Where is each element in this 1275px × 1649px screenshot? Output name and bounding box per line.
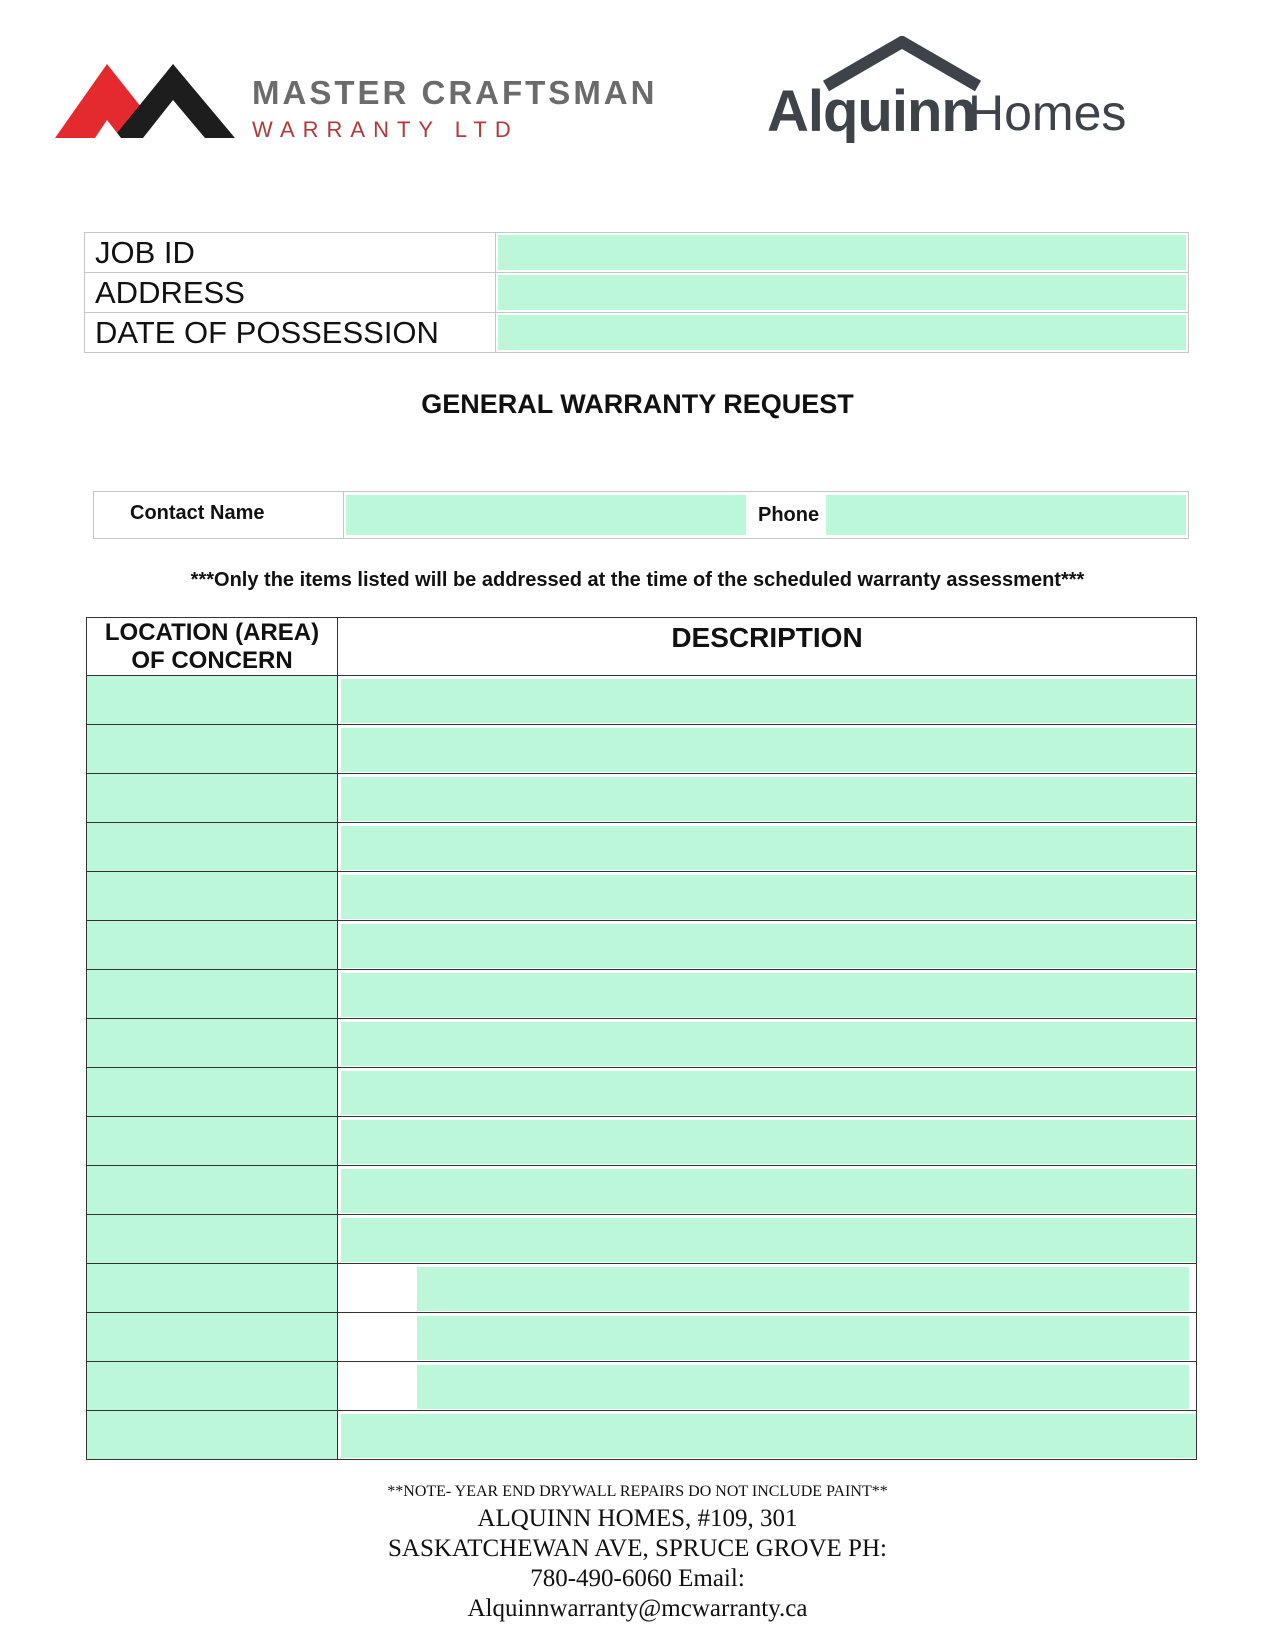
- contact-name-label: Contact Name: [94, 492, 344, 538]
- table-row: [87, 823, 1196, 872]
- phone-label: Phone: [758, 504, 820, 526]
- master-craftsman-logo-icon: [55, 64, 235, 138]
- location-field[interactable]: [87, 1019, 338, 1067]
- description-field[interactable]: [341, 1169, 1196, 1213]
- location-field[interactable]: [87, 1411, 338, 1459]
- master-craftsman-title: MASTER CRAFTSMAN: [252, 74, 658, 111]
- items-table: [86, 617, 1197, 1460]
- location-header: [87, 618, 338, 675]
- description-field[interactable]: [341, 1071, 1196, 1115]
- location-field[interactable]: [87, 823, 338, 871]
- location-header-line2: OF CONCERN: [131, 647, 293, 674]
- description-field[interactable]: [341, 924, 1196, 968]
- alquinn-logo-name: Alquinn: [767, 79, 976, 144]
- job-id-label: JOB ID: [85, 233, 496, 272]
- description-field[interactable]: [341, 973, 1196, 1017]
- job-info-table: [84, 232, 1189, 353]
- table-row: [87, 921, 1196, 970]
- form-title: GENERAL WARRANTY REQUEST: [421, 389, 854, 419]
- location-field[interactable]: [87, 1313, 338, 1361]
- description-field[interactable]: [417, 1365, 1189, 1409]
- address-label: ADDRESS: [85, 273, 496, 312]
- table-row: [87, 1362, 1196, 1411]
- location-field[interactable]: [87, 774, 338, 822]
- description-field[interactable]: [341, 728, 1196, 772]
- location-field[interactable]: [87, 1068, 338, 1116]
- alquinn-logo-homes: Homes: [968, 85, 1127, 141]
- table-row: [87, 725, 1196, 774]
- table-row: [87, 1264, 1196, 1313]
- footer-address-line: 780-490-6060 Email:: [530, 1565, 745, 1592]
- description-field[interactable]: [341, 826, 1196, 870]
- table-row: [87, 1117, 1196, 1166]
- location-field[interactable]: [87, 725, 338, 773]
- possession-date-row: [85, 313, 1188, 352]
- location-field[interactable]: [87, 1264, 338, 1312]
- items-table-header: [87, 618, 1196, 676]
- location-field[interactable]: [87, 872, 338, 920]
- location-field[interactable]: [87, 1166, 338, 1214]
- location-field[interactable]: [87, 970, 338, 1018]
- table-row: [87, 774, 1196, 823]
- contact-name-field[interactable]: [346, 495, 746, 535]
- location-field[interactable]: [87, 921, 338, 969]
- location-header-line1: LOCATION (AREA): [104, 619, 320, 646]
- drywall-note: **NOTE- YEAR END DRYWALL REPAIRS DO NOT INCLUDE PAINT**: [387, 1483, 888, 1500]
- location-field[interactable]: [87, 1362, 338, 1410]
- possession-date-field[interactable]: [498, 315, 1186, 350]
- address-row: [85, 273, 1188, 313]
- table-row: [87, 676, 1196, 725]
- job-id-row: [85, 233, 1188, 273]
- description-field[interactable]: [417, 1316, 1189, 1360]
- possession-date-label: DATE OF POSSESSION: [85, 313, 496, 352]
- table-row: [87, 872, 1196, 921]
- phone-field[interactable]: [826, 495, 1186, 535]
- job-id-field[interactable]: [498, 235, 1186, 270]
- table-row: [87, 1313, 1196, 1362]
- description-field[interactable]: [341, 1414, 1196, 1458]
- table-row: [87, 1215, 1196, 1264]
- location-field[interactable]: [87, 1215, 338, 1263]
- description-field[interactable]: [341, 875, 1196, 919]
- assessment-notice: ***Only the items listed will be addressed at the time of the scheduled warranty assessment***: [190, 569, 1085, 591]
- description-field[interactable]: [341, 777, 1196, 821]
- table-row: [87, 1068, 1196, 1117]
- description-field[interactable]: [341, 1120, 1196, 1164]
- footer-email[interactable]: Alquinnwarranty@mcwarranty.ca: [467, 1595, 808, 1622]
- table-row: [87, 1019, 1196, 1068]
- footer-address-line: ALQUINN HOMES, #109, 301: [477, 1505, 798, 1532]
- description-field[interactable]: [341, 679, 1196, 723]
- address-field[interactable]: [498, 275, 1186, 310]
- master-craftsman-subtitle: WARRANTY LTD: [252, 117, 519, 142]
- contact-table: [93, 491, 1189, 539]
- description-field[interactable]: [341, 1022, 1196, 1066]
- description-field[interactable]: [341, 1218, 1196, 1262]
- footer-address-line: SASKATCHEWAN AVE, SPRUCE GROVE PH:: [388, 1535, 887, 1562]
- table-row: [87, 1166, 1196, 1215]
- description-header: DESCRIPTION: [671, 622, 863, 653]
- table-row: [87, 1411, 1196, 1459]
- table-row: [87, 970, 1196, 1019]
- location-field[interactable]: [87, 676, 338, 724]
- description-field[interactable]: [417, 1267, 1189, 1311]
- location-field[interactable]: [87, 1117, 338, 1165]
